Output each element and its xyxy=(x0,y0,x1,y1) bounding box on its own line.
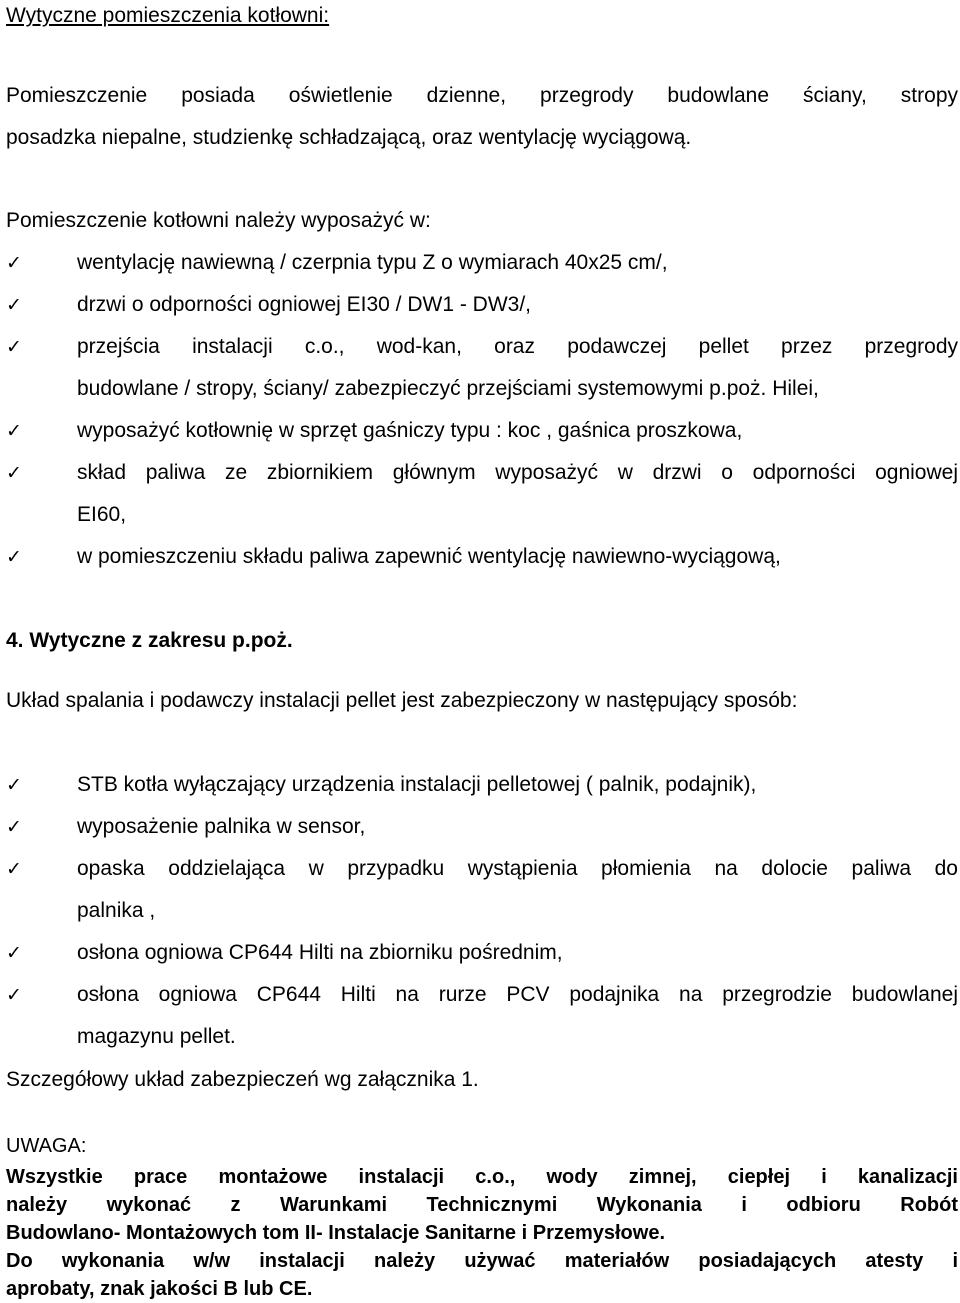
equipment-item-passages-line-1: przejścia instalacji c.o., wod-kan, oraz podawczej pellet przez przegrody xyxy=(77,335,958,358)
safety-item-band-line-1: opaska oddzielająca w przypadku wystąpienia płomienia na dolocie paliwa do xyxy=(77,857,958,880)
equipment-item-doors: drzwi o odporności ogniowej EI30 / DW1 - DW3/, xyxy=(77,293,532,316)
intro-line-1: Pomieszczenie posiada oświetlenie dzienne, przegrody budowlane ściany, stropy xyxy=(6,84,958,107)
warning-line-4: Do wykonania w/w instalacji należy używać materiałów posiadających atesty i xyxy=(6,1250,958,1272)
checkmark-icon: ✓ xyxy=(6,462,22,484)
checkmark-icon: ✓ xyxy=(6,774,22,796)
safety-item-shield-pipe-line-1: osłona ogniowa CP644 Hilti na rurze PCV podajnika na przegrodzie budowlanej xyxy=(77,983,958,1006)
warning-line-5: aprobaty, znak jakości B lub CE. xyxy=(6,1278,313,1300)
section-intro: Układ spalania i podawczy instalacji pellet jest zabezpieczony w następujący sposób: xyxy=(6,689,798,712)
equipment-item-extinguishers: wyposażyć kotłownię w sprzęt gaśniczy typu : koc , gaśnica proszkowa, xyxy=(77,419,743,442)
safety-item-shield-tank: osłona ogniowa CP644 Hilti na zbiorniku pośrednim, xyxy=(77,941,563,964)
checkmark-icon: ✓ xyxy=(6,546,22,568)
equipment-item-ventilation: wentylację nawiewną / czerpnia typu Z o wymiarach 40x25 cm/, xyxy=(77,251,668,274)
warning-line-3: Budowlano- Montażowych tom II- Instalacje Sanitarne i Przemysłowe. xyxy=(6,1222,666,1244)
checkmark-icon: ✓ xyxy=(6,336,22,358)
warning-line-1: Wszystkie prace montażowe instalacji c.o., wody zimnej, ciepłej i kanalizacji xyxy=(6,1166,958,1188)
equipment-intro: Pomieszczenie kotłowni należy wyposażyć w: xyxy=(6,209,431,232)
equipment-item-fuel-storage-line-1: skład paliwa ze zbiornikiem głównym wyposażyć w drzwi o odporności ogniowej xyxy=(77,461,958,484)
safety-item-stb: STB kotła wyłączający urządzenia instalacji pelletowej ( palnik, podajnik), xyxy=(77,773,757,796)
checkmark-icon: ✓ xyxy=(6,294,22,316)
safety-item-band-line-2: palnika , xyxy=(77,899,156,922)
boiler-room-heading: Wytyczne pomieszczenia kotłowni: xyxy=(6,4,330,27)
equipment-item-fuel-ventilation: w pomieszczeniu składu paliwa zapewnić wentylację nawiewno-wyciągową, xyxy=(77,545,781,568)
checkmark-icon: ✓ xyxy=(6,816,22,838)
warning-line-2: należy wykonać z Warunkami Technicznymi Wykonania i odbioru Robót xyxy=(6,1194,958,1216)
details-note: Szczegółowy układ zabezpieczeń wg załącznika 1. xyxy=(6,1068,479,1091)
section-title: 4. Wytyczne z zakresu p.poż. xyxy=(6,629,293,652)
intro-line-2: posadzka niepalne, studzienkę schładzającą, oraz wentylację wyciągową. xyxy=(6,126,692,149)
checkmark-icon: ✓ xyxy=(6,420,22,442)
safety-item-shield-pipe-line-2: magazynu pellet. xyxy=(77,1025,236,1048)
checkmark-icon: ✓ xyxy=(6,984,22,1006)
warning-label: UWAGA: xyxy=(6,1135,87,1157)
equipment-item-fuel-storage-line-2: EI60, xyxy=(77,503,127,526)
checkmark-icon: ✓ xyxy=(6,858,22,880)
checkmark-icon: ✓ xyxy=(6,252,22,274)
equipment-item-passages-line-2: budowlane / stropy, ściany/ zabezpieczyć przejściami systemowymi p.poż. Hilei, xyxy=(77,377,819,400)
checkmark-icon: ✓ xyxy=(6,942,22,964)
safety-item-sensor: wyposażenie palnika w sensor, xyxy=(77,815,366,838)
